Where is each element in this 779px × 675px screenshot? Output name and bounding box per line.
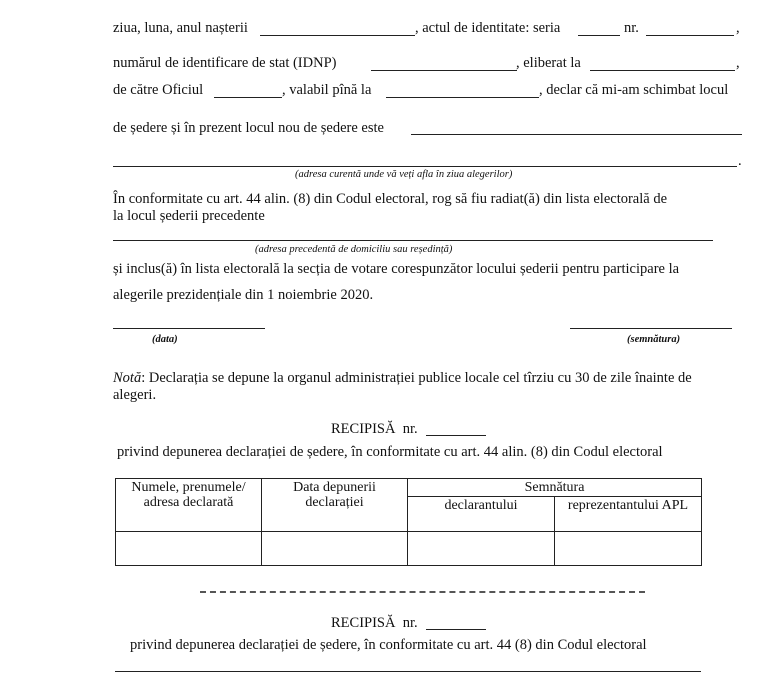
receipt-table: [115, 478, 702, 566]
note: [113, 370, 692, 387]
note-text: : Declarația se depune la organul administrației publice locale cel tîrziu cu 30 de zile înainte de: [141, 370, 692, 386]
receipt2-nr-label: nr.: [402, 615, 418, 631]
declaration-text-1: , declar că mi-am schimbat locul: [539, 82, 729, 98]
office-field[interactable]: [214, 97, 282, 98]
receipt2-subtitle: privind depunerea declarației de ședere, în conformitate cu art. 44 (8) din Codul electoral: [130, 637, 647, 653]
valid-until-field[interactable]: [386, 97, 539, 98]
id-series-field[interactable]: [578, 35, 620, 36]
cell-declarant-signature[interactable]: [408, 532, 555, 566]
id-number-label: nr.: [624, 20, 639, 36]
current-address-hint: (adresa curentă unde vă veți afla în ziua alegerilor): [295, 169, 513, 180]
cell-apl-signature[interactable]: [555, 532, 702, 566]
cell-name-address[interactable]: [116, 532, 262, 566]
office-label: de către Oficiul: [113, 82, 204, 98]
note-text-line2: alegeri.: [113, 387, 157, 403]
col-declarant-header: declarantului: [408, 497, 555, 532]
idnp-label: numărul de identificare de stat (IDNP): [113, 55, 337, 71]
previous-address-hint: (adresa precedentă de domiciliu sau reședință): [255, 244, 453, 255]
idnp-field[interactable]: [371, 70, 517, 71]
paragraph-radiation-line1: În conformitate cu art. 44 alin. (8) din Codul electoral, rog să fiu radiat(ă) din lista electorală de: [113, 191, 668, 207]
signature-field[interactable]: [570, 328, 732, 329]
new-residence-label: de ședere și în prezent locul nou de ședere este: [113, 120, 384, 136]
cut-line: [200, 591, 645, 593]
issued-at-label: , eliberat la: [516, 55, 581, 71]
col-apl-header: reprezentantului APL: [555, 497, 702, 532]
receipt2-table-top-border: [115, 671, 701, 672]
paragraph-inclusion-line2: alegerile prezidențiale din 1 noiembrie 2020.: [113, 287, 374, 303]
receipt-subtitle: privind depunerea declarației de ședere, în conformitate cu art. 44 alin. (8) din Codul electoral: [117, 444, 663, 460]
receipt-number-field[interactable]: [426, 435, 486, 436]
receipt2-number-field[interactable]: [426, 629, 486, 630]
receipt-nr-label: nr.: [402, 421, 418, 437]
receipt2-title: [331, 615, 418, 632]
previous-address-field[interactable]: [113, 240, 713, 241]
col-signature-header: Semnătura: [408, 479, 702, 497]
period: .: [738, 153, 742, 169]
current-address-field[interactable]: [113, 166, 737, 167]
note-label: Notă: [113, 370, 142, 386]
issued-at-field[interactable]: [590, 70, 735, 71]
valid-until-label: , valabil pînă la: [282, 82, 372, 98]
paragraph-inclusion-line1: și inclus(ă) în lista electorală la secția de votare corespunzător locului șederii pentru participare la: [113, 261, 680, 277]
id-number-field[interactable]: [646, 35, 734, 36]
receipt2-title-text: RECIPISĂ: [331, 615, 396, 631]
comma: ,: [736, 55, 740, 71]
signature-hint: (semnătura): [627, 334, 681, 345]
paragraph-radiation-line2: la locul șederii precedente: [113, 208, 265, 224]
col-date-header: Data depunerii declarației: [262, 479, 408, 532]
birth-date-field[interactable]: [260, 35, 415, 36]
date-hint: (data): [152, 334, 178, 345]
col-name-address-header: Numele, prenumele/ adresa declarată: [116, 479, 262, 532]
receipt-title-text: RECIPISĂ: [331, 421, 396, 437]
date-field[interactable]: [113, 328, 265, 329]
new-residence-field[interactable]: [411, 134, 742, 135]
id-series-label: , actul de identitate: seria: [415, 20, 561, 36]
cell-date[interactable]: [262, 532, 408, 566]
comma: ,: [736, 20, 740, 36]
birth-date-label: ziua, luna, anul nașterii: [113, 20, 248, 36]
receipt-title: [331, 421, 418, 438]
